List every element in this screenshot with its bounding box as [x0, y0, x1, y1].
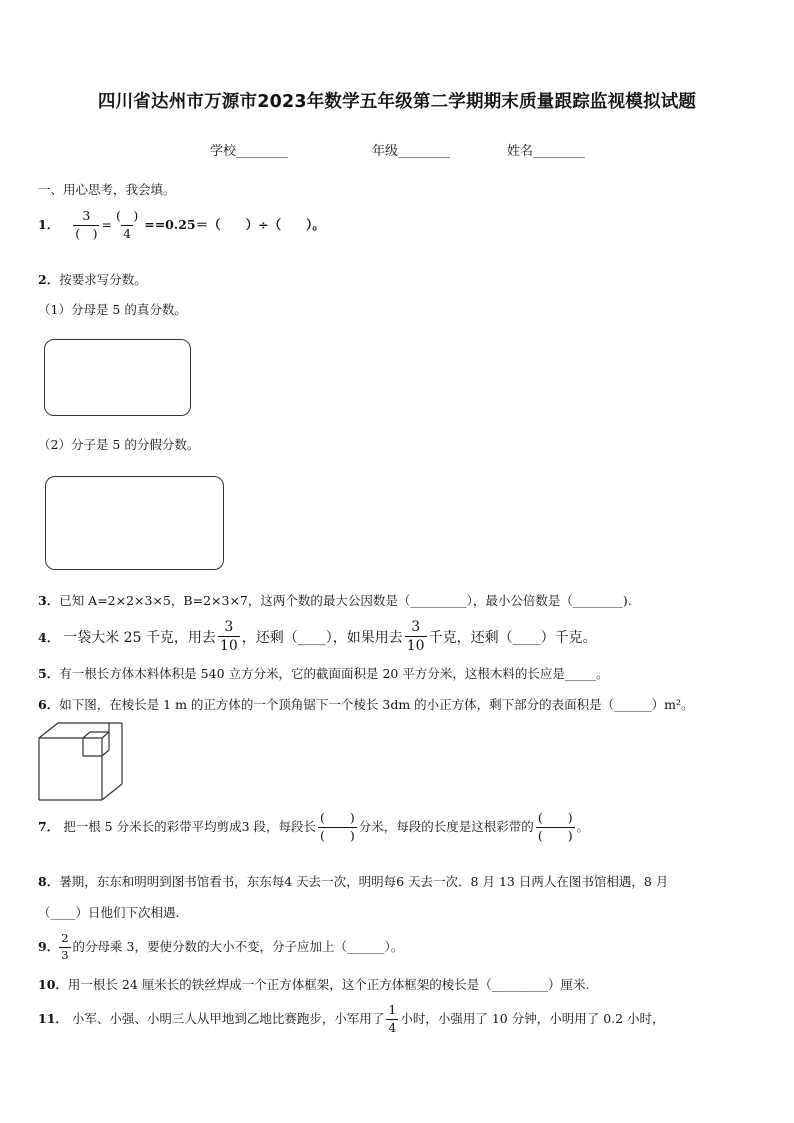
equals-sign: =: [101, 217, 112, 232]
name-field[interactable]: 姓名________: [507, 144, 586, 159]
fraction: $\frac{2}{3}$: [61, 931, 69, 962]
question-text: ==0.25＝（ ）÷（ ）。: [144, 217, 325, 232]
question-text: 小时，小强用了 10 分钟，小明用了 0.2 小时，: [400, 1011, 665, 1026]
question-11: [38, 1004, 665, 1034]
question-text: 的分母乘 3，要使分数的大小不变，分子应加上（______）。: [72, 939, 404, 954]
question-text: 如下图，在棱长是 1 m 的正方体的一个顶角锯下一个棱长 3dm 的小正方体，剩下部分的表面积是（______）m²。: [59, 697, 694, 712]
question-number: 4．: [38, 629, 60, 645]
answer-box-1[interactable]: [44, 339, 191, 416]
question-text: 一袋大米 25 千克，用去: [63, 629, 216, 646]
cube-figure: [36, 721, 126, 803]
question-6: [38, 697, 694, 713]
question-text: 小军、小强、小明三人从甲地到乙地比赛跑步，小军用了: [71, 1011, 385, 1026]
question-2-sub-1: （1）分母是 5 的真分数。: [38, 302, 187, 317]
question-1: [38, 210, 325, 240]
question-text: 暑期，东东和明明到图书馆看书，东东每4 天去一次，明明每6 天去一次．8 月 13 日两人在图书馆相遇，8 月: [59, 874, 669, 889]
question-2: [38, 272, 147, 288]
fraction: $\frac{( )}{( )}$: [537, 810, 573, 843]
fraction: $\frac{3}{( )}$: [75, 208, 98, 241]
question-number: 10．: [38, 977, 68, 992]
question-text: ，还剩（____），如果用去: [241, 629, 403, 646]
question-number: 3．: [38, 593, 60, 608]
fraction: $\frac{3}{10}$: [219, 619, 238, 654]
question-text: 有一根长方体木料体积是 540 立方分米，它的截面面积是 20 平方分米，这根木料的长应是_____。: [59, 666, 609, 681]
question-8-line-2: （____）日他们下次相遇.: [38, 905, 180, 920]
fraction: $\frac{( )}{( )}$: [320, 810, 355, 843]
question-text: 用一根长 24 厘米长的铁丝焊成一个正方体框架，这个正方体框架的棱长是（_________）厘米.: [67, 977, 590, 992]
question-number: 6．: [38, 697, 60, 712]
question-9: [38, 933, 403, 961]
question-3: [38, 593, 632, 609]
answer-box-2[interactable]: [45, 476, 224, 570]
question-number: 5．: [38, 666, 60, 681]
question-5: [38, 666, 609, 682]
question-text: 千克，还剩（____）千克。: [428, 629, 597, 646]
fraction: $\frac{1}{4}$: [388, 1002, 397, 1035]
question-number: 7．: [38, 819, 60, 834]
question-text: 把一根 5 分米长的彩带平均剪成3 段，每段长: [63, 819, 317, 834]
question-text: 按要求写分数。: [59, 272, 147, 287]
question-7: [38, 812, 589, 842]
question-text: 已知 A=2×2×3×5，B=2×3×7，这两个数的最大公因数是（_________），最小公倍数是（________).: [59, 593, 632, 608]
question-number: 11．: [38, 1011, 68, 1026]
section-heading: 一、用心思考，我会填。: [38, 182, 176, 197]
school-field[interactable]: 学校________: [210, 144, 289, 159]
question-10: [38, 977, 589, 993]
question-2-sub-2: （2）分子是 5 的分假分数。: [38, 437, 200, 452]
grade-field[interactable]: 年级________: [372, 144, 451, 159]
question-text: 。: [576, 819, 590, 834]
question-text: 分米，每段的长度是这根彩带的: [358, 819, 534, 834]
question-number: 1．: [38, 217, 60, 232]
question-number: 2．: [38, 272, 60, 287]
question-8: [38, 874, 668, 890]
question-number: 9．: [38, 939, 60, 954]
fraction: $\frac{3}{10}$: [406, 619, 425, 654]
fraction: $\frac{( )}{4}$: [115, 208, 139, 241]
question-4: [38, 620, 597, 653]
question-number: 8．: [38, 874, 60, 889]
page-title: 四川省达州市万源市2023年数学五年级第二学期期末质量跟踪监视模拟试题: [97, 92, 697, 112]
